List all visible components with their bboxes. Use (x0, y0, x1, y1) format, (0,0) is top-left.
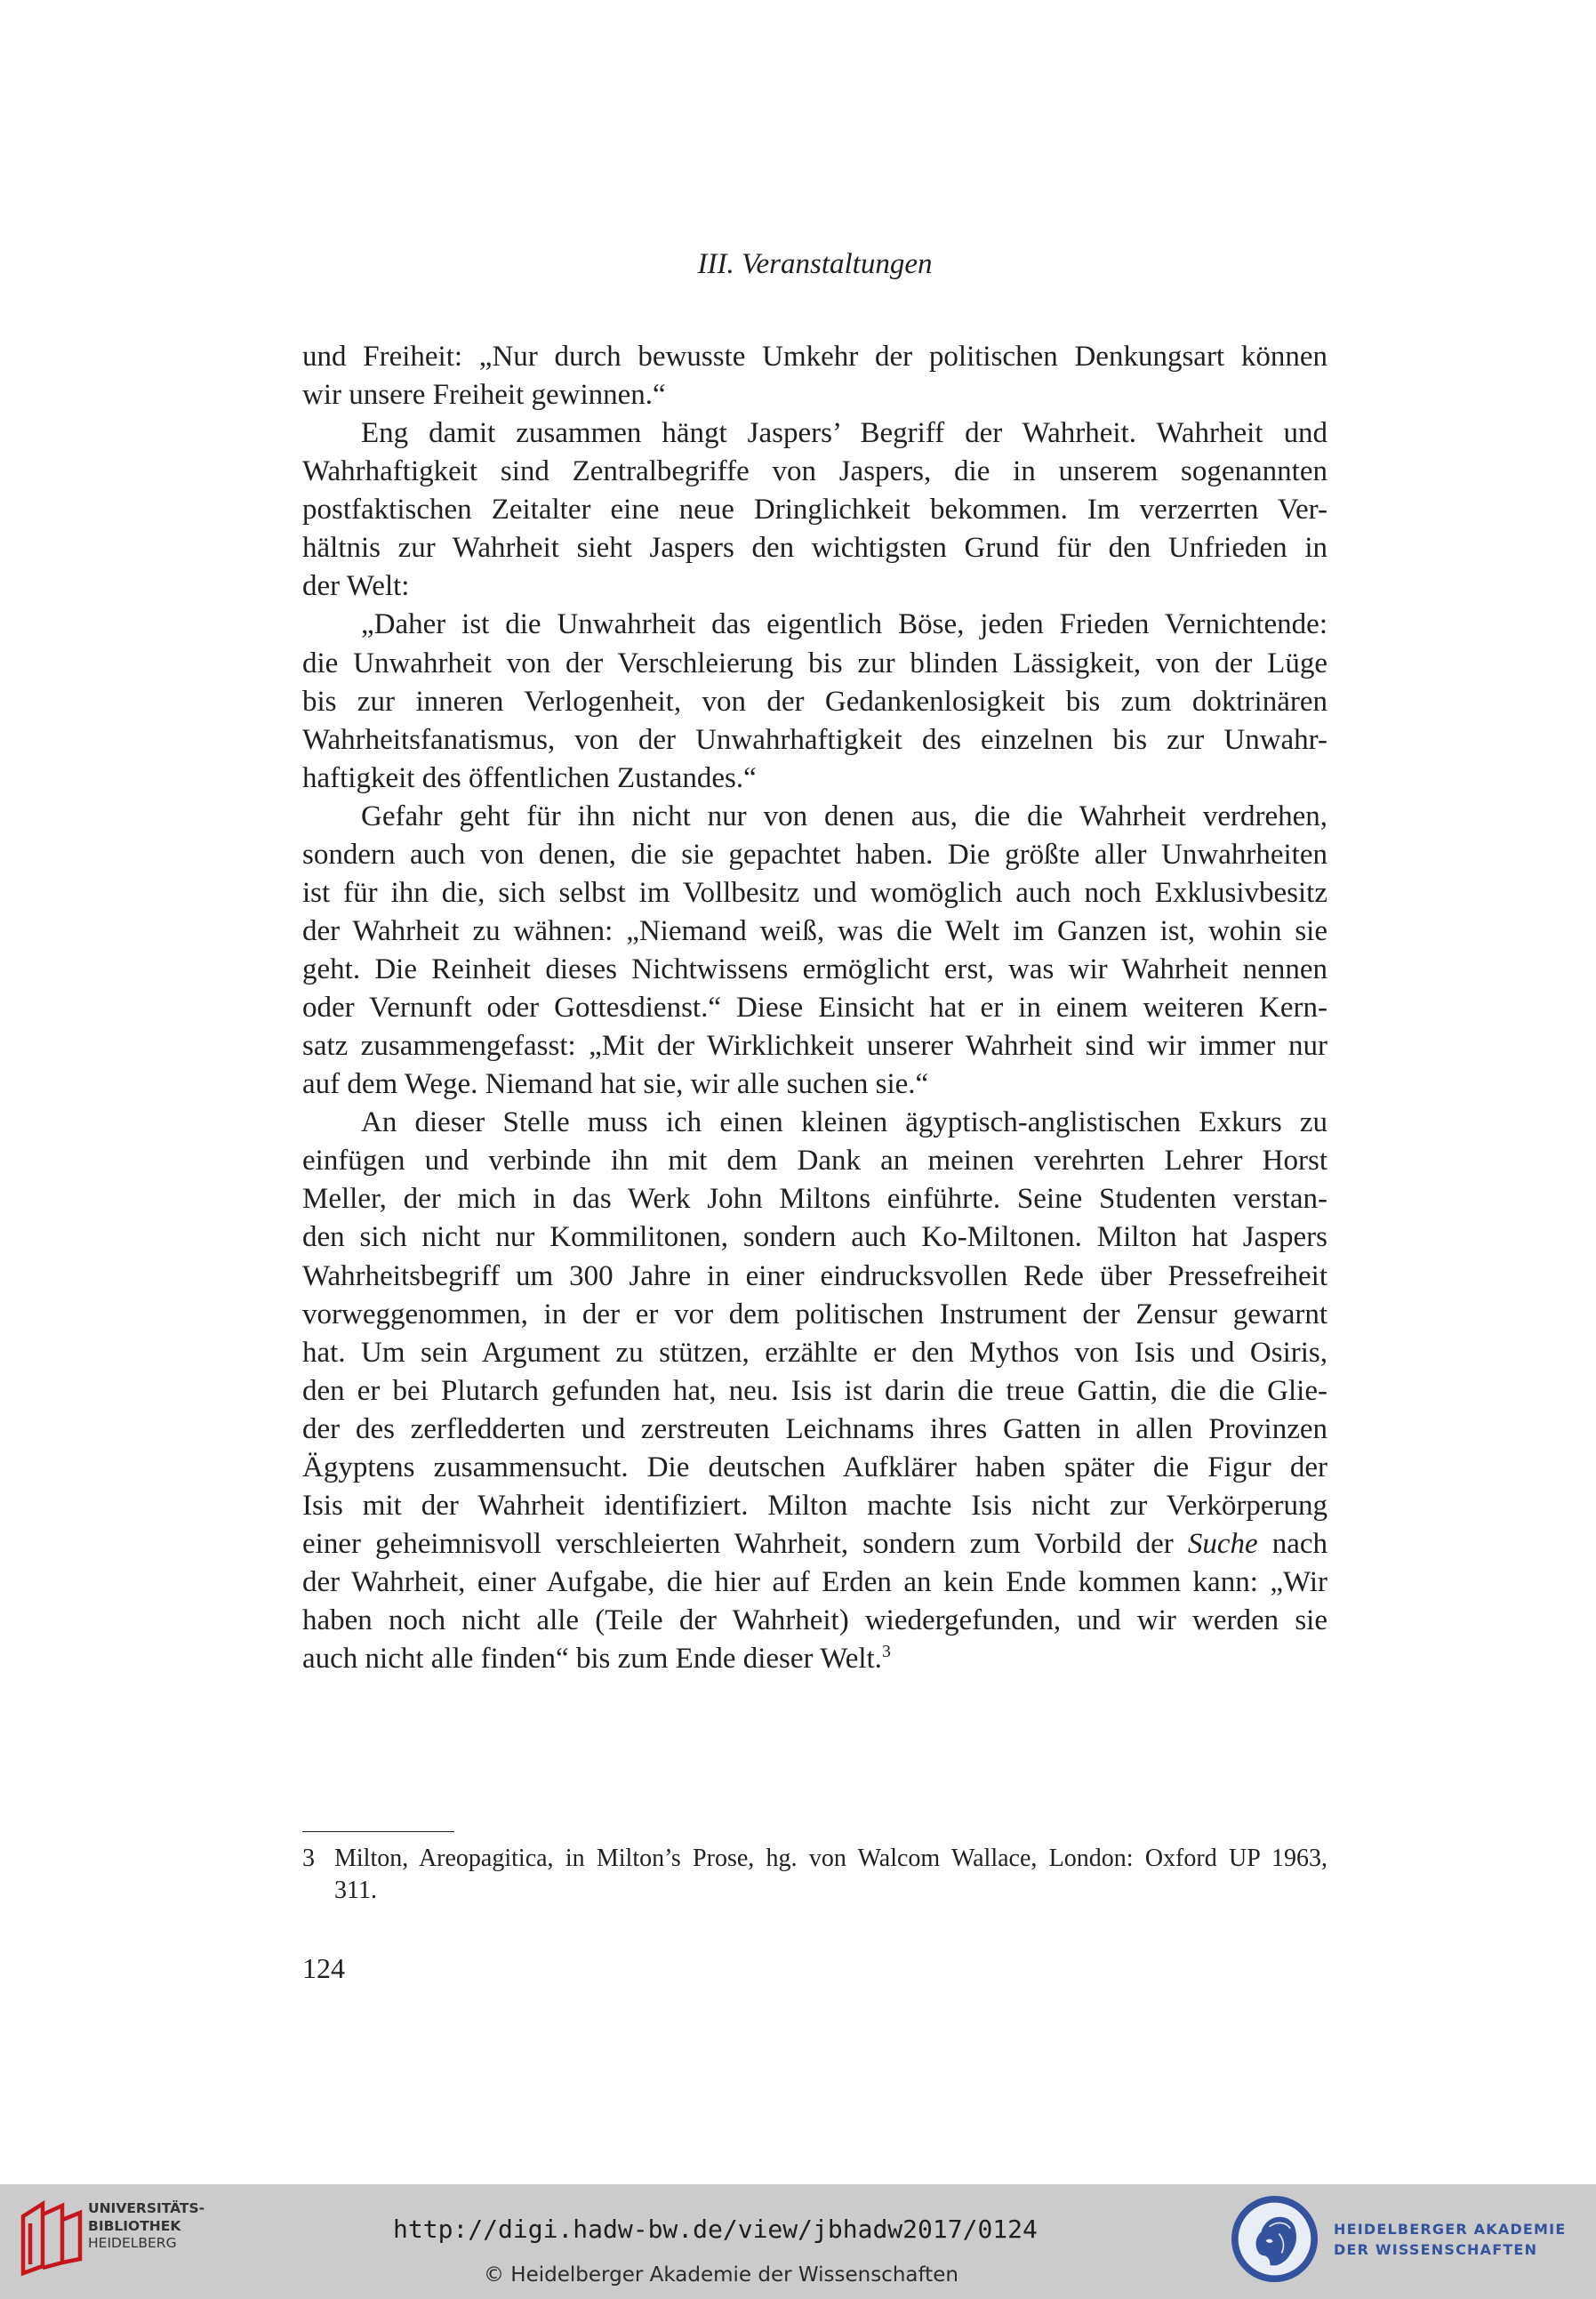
footnote-separator (302, 1831, 454, 1832)
body-line: Wahrheitsbegriff um 300 Jahre in einer eindrucksvollen Rede über Pressefreiheit (302, 1259, 1327, 1292)
academy-seal-icon (1231, 2195, 1319, 2283)
paragraph (302, 606, 1327, 797)
body-line: „Daher ist die Unwahrheit das eigentlich Böse, jeden Frieden Vernichtende: (361, 608, 1327, 641)
library-logo (16, 2197, 229, 2286)
body-line: satz zusammengefasst: „Mit der Wirklichkeit unserer Wahrheit sind wir immer nur (302, 1030, 1327, 1063)
paragraph (302, 414, 1327, 606)
copyright-notice: © Heidelberger Akademie der Wissenschaften (484, 2263, 958, 2287)
footnote-number: 3 (302, 1845, 315, 1872)
body-line (302, 1640, 1327, 1678)
body-line: Meller, der mich in das Werk John Miltons einführte. Seine Studenten verstan- (302, 1183, 1327, 1216)
body-text (302, 338, 1327, 1678)
body-line: Wahrhaftigkeit sind Zentralbegriffe von Jaspers, die in unserem sogenannten (302, 455, 1327, 488)
library-logo-text (88, 2200, 205, 2253)
body-line (302, 1525, 1327, 1563)
body-text-segment: nach (1257, 1527, 1328, 1560)
paragraph (302, 1104, 1327, 1678)
footnote-reference: 3 (881, 1642, 891, 1662)
body-text-segment: auch nicht alle finden“ bis zum Ende dieser Welt. (302, 1643, 882, 1676)
body-line: den er bei Plutarch gefunden hat, neu. Isis ist darin die treue Gattin, die die Glie- (302, 1374, 1327, 1407)
footnote-line: 311. (334, 1877, 377, 1904)
document-url-link[interactable]: http://digi.hadw-bw.de/view/jbhadw2017/0124 (393, 2215, 1038, 2244)
body-line: oder Vernunft oder Gottesdienst.“ Diese Einsicht hat er in einem weiteren Kern- (302, 992, 1327, 1025)
body-line: vorweggenommen, in der er vor dem politischen Instrument der Zensur gewarnt (302, 1298, 1327, 1330)
body-line: hältnis zur Wahrheit sieht Jaspers den wichtigsten Grund für den Unfrieden in (302, 532, 1327, 565)
body-line: Isis mit der Wahrheit identifiziert. Milton machte Isis nicht zur Verkörperung (302, 1489, 1327, 1522)
paragraph (302, 798, 1327, 1105)
running-head: III. Veranstaltungen (697, 248, 933, 280)
body-line: Eng damit zusammen hängt Jaspers’ Begriff der Wahrheit. Wahrheit und (361, 417, 1327, 450)
body-line: Wahrheitsfanatismus, von der Unwahrhaftigkeit des einzelnen bis zur Unwahr- (302, 723, 1327, 756)
body-line: sondern auch von denen, die sie gepachtet haben. Die größte aller Unwahrheiten (302, 838, 1327, 871)
footer-bar (0, 2184, 1596, 2299)
footnote-line: Milton, Areopagitica, in Milton’s Prose, hg. von Walcom Wallace, London: Oxford UP 1963, (334, 1845, 1327, 1872)
body-line: hat. Um sein Argument zu stützen, erzählte er den Mythos von Isis und Osiris, (302, 1336, 1327, 1369)
academy-logo-text (1334, 2219, 1566, 2260)
page-number: 124 (302, 1952, 345, 1984)
body-line: der Wahrheit, einer Aufgabe, die hier auf Erden an kein Ende kommen kann: „Wir (302, 1566, 1327, 1598)
emphasized-word: Suche (1187, 1527, 1258, 1560)
body-line: bis zur inneren Verlogenheit, von der Gedankenlosigkeit bis zum doktrinären (302, 685, 1327, 718)
body-line: der Wahrheit zu wähnen: „Niemand weiß, was die Welt im Ganzen ist, wohin sie (302, 914, 1327, 947)
body-line: der des zerfledderten und zerstreuten Leichnams ihres Gatten in allen Provinzen (302, 1412, 1327, 1445)
body-line: und Freiheit: „Nur durch bewusste Umkehr der politischen Denkungsart können (302, 341, 1327, 373)
body-text-segment: einer geheimnisvoll verschleierten Wahrheit, sondern zum Vorbild der (302, 1527, 1188, 1560)
academy-logo-line: HEIDELBERGER AKADEMIE (1334, 2221, 1567, 2238)
body-line: einfügen und verbinde ihn mit dem Dank an meinen verehrten Lehrer Horst (302, 1145, 1327, 1178)
library-logo-line: BIBLIOTHEK (88, 2217, 181, 2234)
paragraph (302, 338, 1327, 414)
body-line: geht. Die Reinheit dieses Nichtwissens ermöglicht erst, was wir Wahrheit nennen (302, 953, 1327, 985)
library-logo-line: UNIVERSITÄTS- (88, 2200, 205, 2216)
body-line: der Welt: (302, 570, 410, 603)
body-line: haben noch nicht alle (Teile der Wahrheit) wiedergefunden, und wir werden sie (302, 1604, 1327, 1637)
body-line: An dieser Stelle muss ich einen kleinen ägyptisch-anglistischen Exkurs zu (361, 1106, 1327, 1139)
body-line: auf dem Wege. Niemand hat sie, wir alle suchen sie.“ (302, 1068, 929, 1101)
body-line: ist für ihn die, sich selbst im Vollbesitz und womöglich auch noch Exklusivbesitz (302, 876, 1327, 909)
footnote-body (334, 1843, 1327, 1907)
body-line: wir unsere Freiheit gewinnen.“ (302, 379, 666, 412)
body-line: Ägyptens zusammensucht. Die deutschen Aufklärer haben später die Figur der (302, 1451, 1327, 1483)
academy-logo-line: DER WISSENSCHAFTEN (1334, 2241, 1538, 2258)
body-line: die Unwahrheit von der Verschleierung bis zur blinden Lässigkeit, von der Lüge (302, 647, 1327, 679)
ub-heidelberg-logo-icon (16, 2197, 87, 2277)
body-line: den sich nicht nur Kommilitonen, sondern auch Ko-Miltonen. Milton hat Jaspers (302, 1221, 1327, 1254)
library-logo-line: HEIDELBERG (88, 2235, 177, 2251)
body-line: haftigkeit des öffentlichen Zustandes.“ (302, 761, 757, 794)
body-line: postfaktischen Zeitalter eine neue Dringlichkeit bekommen. Im verzerrten Ver- (302, 494, 1327, 527)
body-line: Gefahr geht für ihn nicht nur von denen aus, die die Wahrheit verdrehen, (361, 800, 1327, 832)
